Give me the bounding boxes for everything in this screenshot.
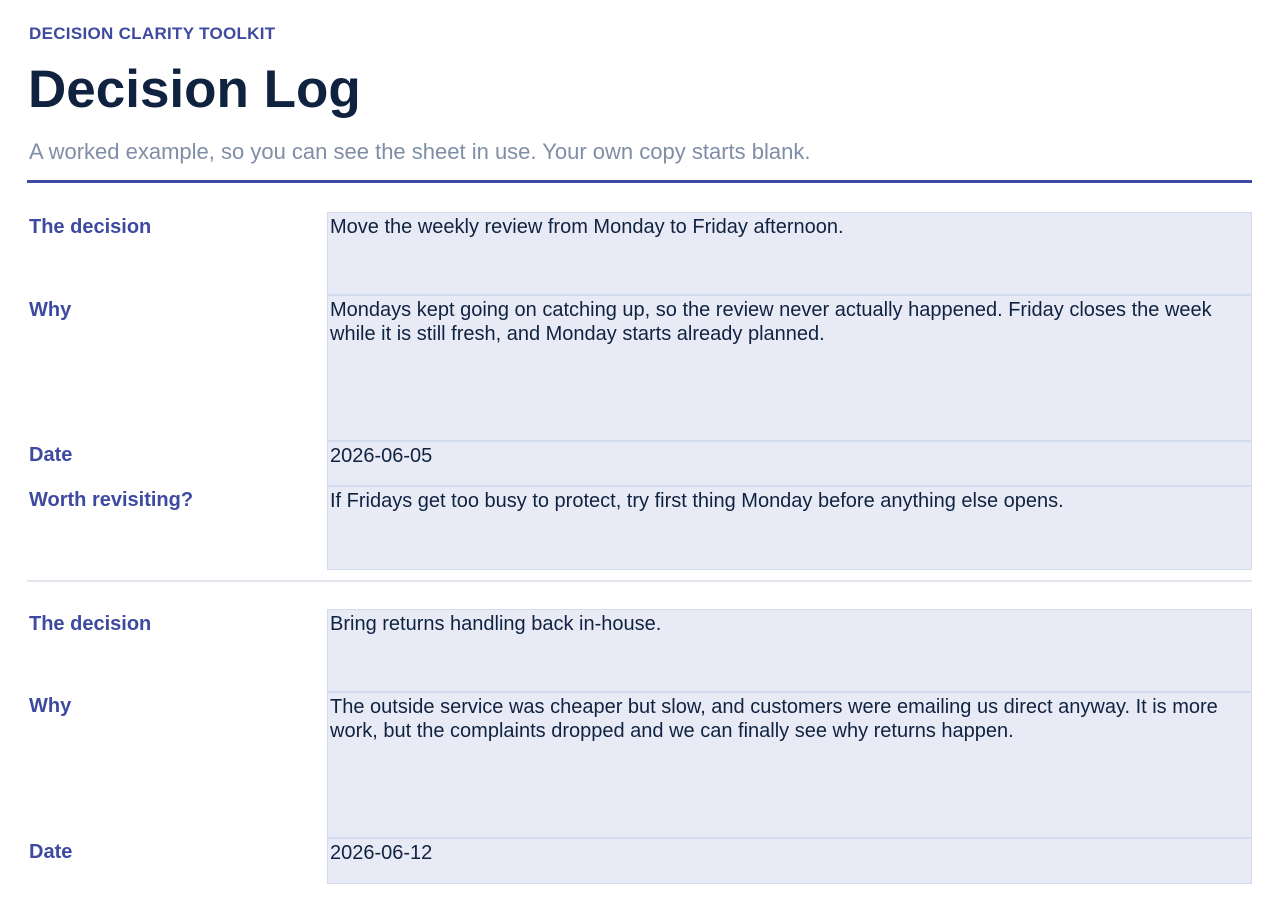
date-field[interactable]: 2026-06-05 xyxy=(327,441,1252,486)
header-divider xyxy=(27,180,1252,183)
decision-label: The decision xyxy=(29,613,152,635)
why-field[interactable]: The outside service was cheaper but slow, and customers were emailing us direct anyway. It is more work, but the complaints dropped and we can finally see why returns happen. xyxy=(327,692,1252,838)
entry-divider xyxy=(27,580,1252,582)
date-label: Date xyxy=(29,841,73,863)
revisit-label: Worth revisiting? xyxy=(29,489,194,511)
page-title: Decision Log xyxy=(28,60,361,119)
page-subtitle: A worked example, so you can see the sheet in use. Your own copy starts blank. xyxy=(29,139,811,164)
why-label: Why xyxy=(29,299,72,321)
toolkit-eyebrow: DECISION CLARITY TOOLKIT xyxy=(29,24,276,43)
date-field[interactable]: 2026-06-12 xyxy=(327,838,1252,884)
revisit-field[interactable]: If Fridays get too busy to protect, try first thing Monday before anything else opens. xyxy=(327,486,1252,570)
why-label: Why xyxy=(29,695,72,717)
why-field[interactable]: Mondays kept going on catching up, so the review never actually happened. Friday closes the week while it is still fresh, and Monday starts already planned. xyxy=(327,295,1252,441)
decision-label: The decision xyxy=(29,216,152,238)
date-label: Date xyxy=(29,444,73,466)
decision-field[interactable]: Move the weekly review from Monday to Friday afternoon. xyxy=(327,212,1252,295)
decision-field[interactable]: Bring returns handling back in-house. xyxy=(327,609,1252,692)
